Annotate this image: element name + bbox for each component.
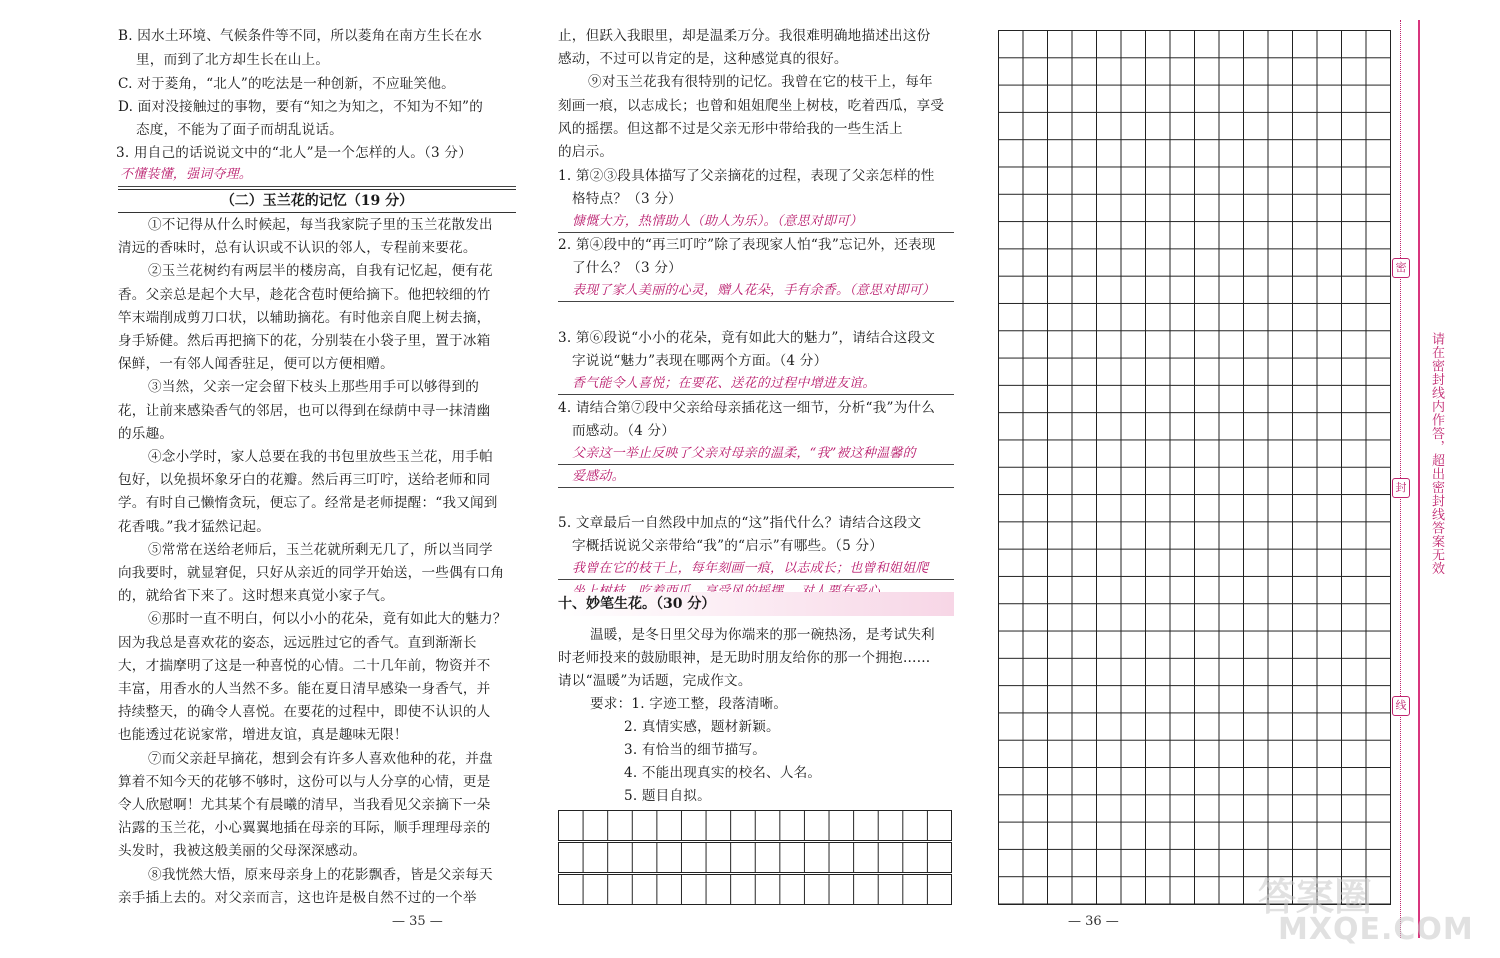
section-title-magnolia: （二）玉兰花的记忆（19 分）: [118, 189, 516, 213]
passage-line: 竿末端削成剪刀口状，以辅助摘花。有时他亲自爬上树去摘，: [118, 309, 491, 326]
passage-line: 的乐趣。: [118, 425, 174, 442]
answer-underline: [558, 232, 954, 233]
prompt-line-3: 请以“温暖”为话题，完成作文。: [558, 673, 752, 689]
composition-grid-middle[interactable]: [558, 810, 952, 841]
seal-mark-feng: 封: [1392, 478, 1410, 498]
option-b-line2: 里，而到了北方却生长在山上。: [136, 52, 330, 68]
option-b-line1: B. 因水土环境、气候条件等不同，所以菱角在南方生长在水: [118, 28, 483, 44]
passage-line: ②玉兰花树约有两层半的楼房高，自我有记忆起，便有花: [148, 263, 493, 280]
seal-mark-xian: 线: [1392, 696, 1410, 716]
requirement-4: 4. 不能出现真实的校名、人名。: [624, 765, 822, 781]
passage-line: 的启示。: [558, 144, 614, 160]
seal-mark-mi: 密: [1392, 258, 1410, 278]
passage-line: 算着不知今天的花够不够时，这份可以与人分享的心情，更是: [118, 773, 491, 790]
passage-line: 花，让前来感染香气的邻居，也可以得到在绿荫中寻一抹清幽: [118, 402, 491, 419]
question-4-text: 而感动。（4 分）: [572, 423, 676, 439]
passage-line: ⑤常常在送给老师后，玉兰花就所剩无几了，所以当同学: [148, 541, 493, 558]
composition-grid-middle-row3[interactable]: [558, 874, 952, 905]
question-5-text: 字概括说说父亲带给“我”的“启示”有哪些。（5 分）: [572, 538, 884, 554]
watermark-text: 答案圈: [1258, 875, 1373, 919]
passage-line: 刻画一痕，以志成长；也曾和姐姐爬坐上树枝，吃着西瓜，享受: [558, 97, 945, 114]
watermark-url: MXQE.COM: [1278, 912, 1474, 947]
question-1-answer: 慷慨大方，热情助人（助人为乐）。（意思对即可）: [572, 214, 863, 229]
passage-line: 止，但跃入我眼里，却是温柔万分。我很难明确地描述出这份: [558, 28, 931, 44]
question-4-answer: 爱感动。: [572, 469, 625, 484]
passage-line: 的，就给省下来了。这时想来真觉小家子气。: [118, 588, 394, 605]
passage-line: ④念小学时，家人总要在我的书包里放些玉兰花，用手帕: [148, 449, 493, 465]
option-d-line2: 态度，不能为了面子而胡乱说话。: [136, 122, 343, 138]
passage-line: ⑦而父亲赶早摘花，想到会有许多人喜欢他种的花，并盘: [148, 750, 493, 767]
passage-line: 清远的香味时，总有认识或不认识的邻人，专程前来要花。: [118, 240, 477, 257]
page-number-35: — 35 —: [392, 914, 443, 929]
answer-underline: [558, 579, 954, 580]
requirement-2: 2. 真情实感，题材新颖。: [624, 719, 780, 735]
passage-line: 花香哦。”我才猛然记起。: [118, 518, 271, 535]
question-5-answer: 我曾在它的枝干上，每年刻画一痕，以志成长；也曾和姐姐爬: [572, 561, 929, 576]
passage-line: 身手矫健。然后再把摘下的花，分别装在小袋子里，置于冰箱: [118, 333, 491, 349]
passage-line: 丰富，用香水的人当然不多。能在夏日清早感染一身香气，并: [118, 681, 491, 697]
option-d-line1: D. 面对没接触过的事物，要有“知之为知之，不知为不知”的: [118, 99, 484, 115]
passage-line: 令人欣慰啊！尤其某个有晨曦的清早，当我看见父亲摘下一朵: [118, 797, 491, 813]
question-3-text: 字说说“魅力”表现在哪两个方面。（4 分）: [572, 353, 828, 369]
passage-line: 也能透过花说家常，增进友谊，真是趣味无限！: [118, 727, 408, 744]
passage-line: 持续整天，的确令人喜悦。在要花的过程中，即使不认识的人: [118, 704, 491, 721]
passage-line: ③当然，父亲一定会留下枝头上那些用手可以够得到的: [148, 379, 480, 396]
question-2-text: 了什么？（3 分）: [572, 260, 682, 276]
requirement-1: 要求：1. 字迹工整，段落清晰。: [590, 696, 788, 712]
answer-underline: [118, 186, 516, 187]
prompt-line-2: 时老师投来的鼓励眼神，是无助时朋友给你的那一个拥抱……: [558, 650, 931, 666]
seal-line-note: 请在密封线内作答，超出密封线答案无效: [1429, 332, 1444, 575]
passage-line: 风的摇摆。但这都不过是父亲无形中带给我的一些生活上: [558, 120, 903, 137]
question-4-answer: 父亲这一举止反映了父亲对母亲的温柔，“我”被这种温馨的: [572, 446, 916, 461]
passage-line: 沾露的玉兰花，小心翼翼地插在母亲的耳际，顺手理理母亲的: [118, 820, 491, 837]
question-5-text: 5. 文章最后一自然段中加点的“这”指代什么？请结合这段文: [558, 515, 922, 531]
answer-underline: [558, 394, 954, 395]
passage-line: 保鲜，一有邻人闻香驻足，便可以方便相赠。: [118, 356, 394, 373]
passage-line: 因为我总是喜欢花的姿态，远远胜过它的香气。直到渐渐长: [118, 634, 477, 651]
passage-line: 香。父亲总是起个大早，趁花含苞时便给摘下。他把较细的竹: [118, 286, 491, 303]
passage-line: ⑥那时一直不明白，何以小小的花朵，竟有如此大的魅力？: [148, 611, 507, 628]
passage-line: 感动，不过可以肯定的是，这种感觉真的很好。: [558, 51, 848, 68]
question-2-answer: 表现了家人美丽的心灵，赠人花朵，手有余香。（意思对即可）: [572, 283, 936, 298]
page-number-36: — 36 —: [1068, 914, 1119, 929]
answer-underline: [558, 301, 954, 302]
passage-line: 大，才揣摩明了这是一种喜悦的心情。二十几年前，物资并不: [118, 657, 491, 674]
question-2-text: 2. 第④段中的“再三叮咛”除了表现家人怕“我”忘记外，还表现: [558, 237, 936, 253]
question-3-answer: 不懂装懂，强词夺理。: [120, 167, 253, 182]
passage-line: ①不记得从什么时候起，每当我家院子里的玉兰花散发出: [148, 217, 493, 233]
passage-line: 头发时，我被这般美丽的父母深深感动。: [118, 843, 367, 860]
option-c: C. 对于菱角，“北人”的吃法是一种创新，不应耻笑他。: [118, 76, 455, 92]
composition-grid-middle-row2[interactable]: [558, 842, 952, 873]
question-4-text: 4. 请结合第⑦段中父亲给母亲插花这一细节，分析“我”为什么: [558, 400, 936, 416]
prompt-line-1: 温暖，是冬日里父母为你端来的那一碗热汤，是考试失利: [590, 627, 935, 643]
requirement-5: 5. 题目自拟。: [624, 788, 711, 804]
composition-grid-right[interactable]: [998, 30, 1391, 905]
answer-underline: [558, 487, 954, 488]
answer-underline: [558, 464, 954, 465]
requirement-3: 3. 有恰当的细节描写。: [624, 742, 767, 758]
passage-line: 学。有时自己懒惰贪玩，便忘了。经常是老师提醒：“我又闻到: [118, 495, 498, 512]
question-3: 3. 用自己的话说说文中的“北人”是一个怎样的人。（3 分）: [116, 145, 473, 161]
question-1-text: 1. 第②③段具体描写了父亲摘花的过程，表现了父亲怎样的性: [558, 168, 935, 184]
passage-line: 亲手插上去的。对父亲而言，这也许是极自然不过的一个举: [118, 889, 477, 906]
passage-line: 向我要时，就显窘促，只好从亲近的同学开始送，一些偶有口角: [118, 565, 505, 581]
question-3-text: 3. 第⑥段说“小小的花朵，竟有如此大的魅力”，请结合这段文: [558, 330, 936, 346]
passage-line: ⑧我恍然大悟，原来母亲身上的花影飘香，皆是父亲每天: [148, 866, 493, 883]
section-10-title: 十、妙笔生花。（30 分）: [558, 592, 954, 616]
question-3-answer: 香气能令人喜悦；在要花、送花的过程中增进友谊。: [572, 376, 876, 391]
question-1-text: 格特点？（3 分）: [572, 191, 682, 207]
watermark-logo: [1258, 862, 1474, 952]
passage-line: ⑨对玉兰花我有很特别的记忆。我曾在它的枝干上，每年: [588, 74, 933, 91]
passage-line: 包好，以免损坏象牙白的花瓣。然后再三叮咛，送给老师和同: [118, 472, 491, 489]
